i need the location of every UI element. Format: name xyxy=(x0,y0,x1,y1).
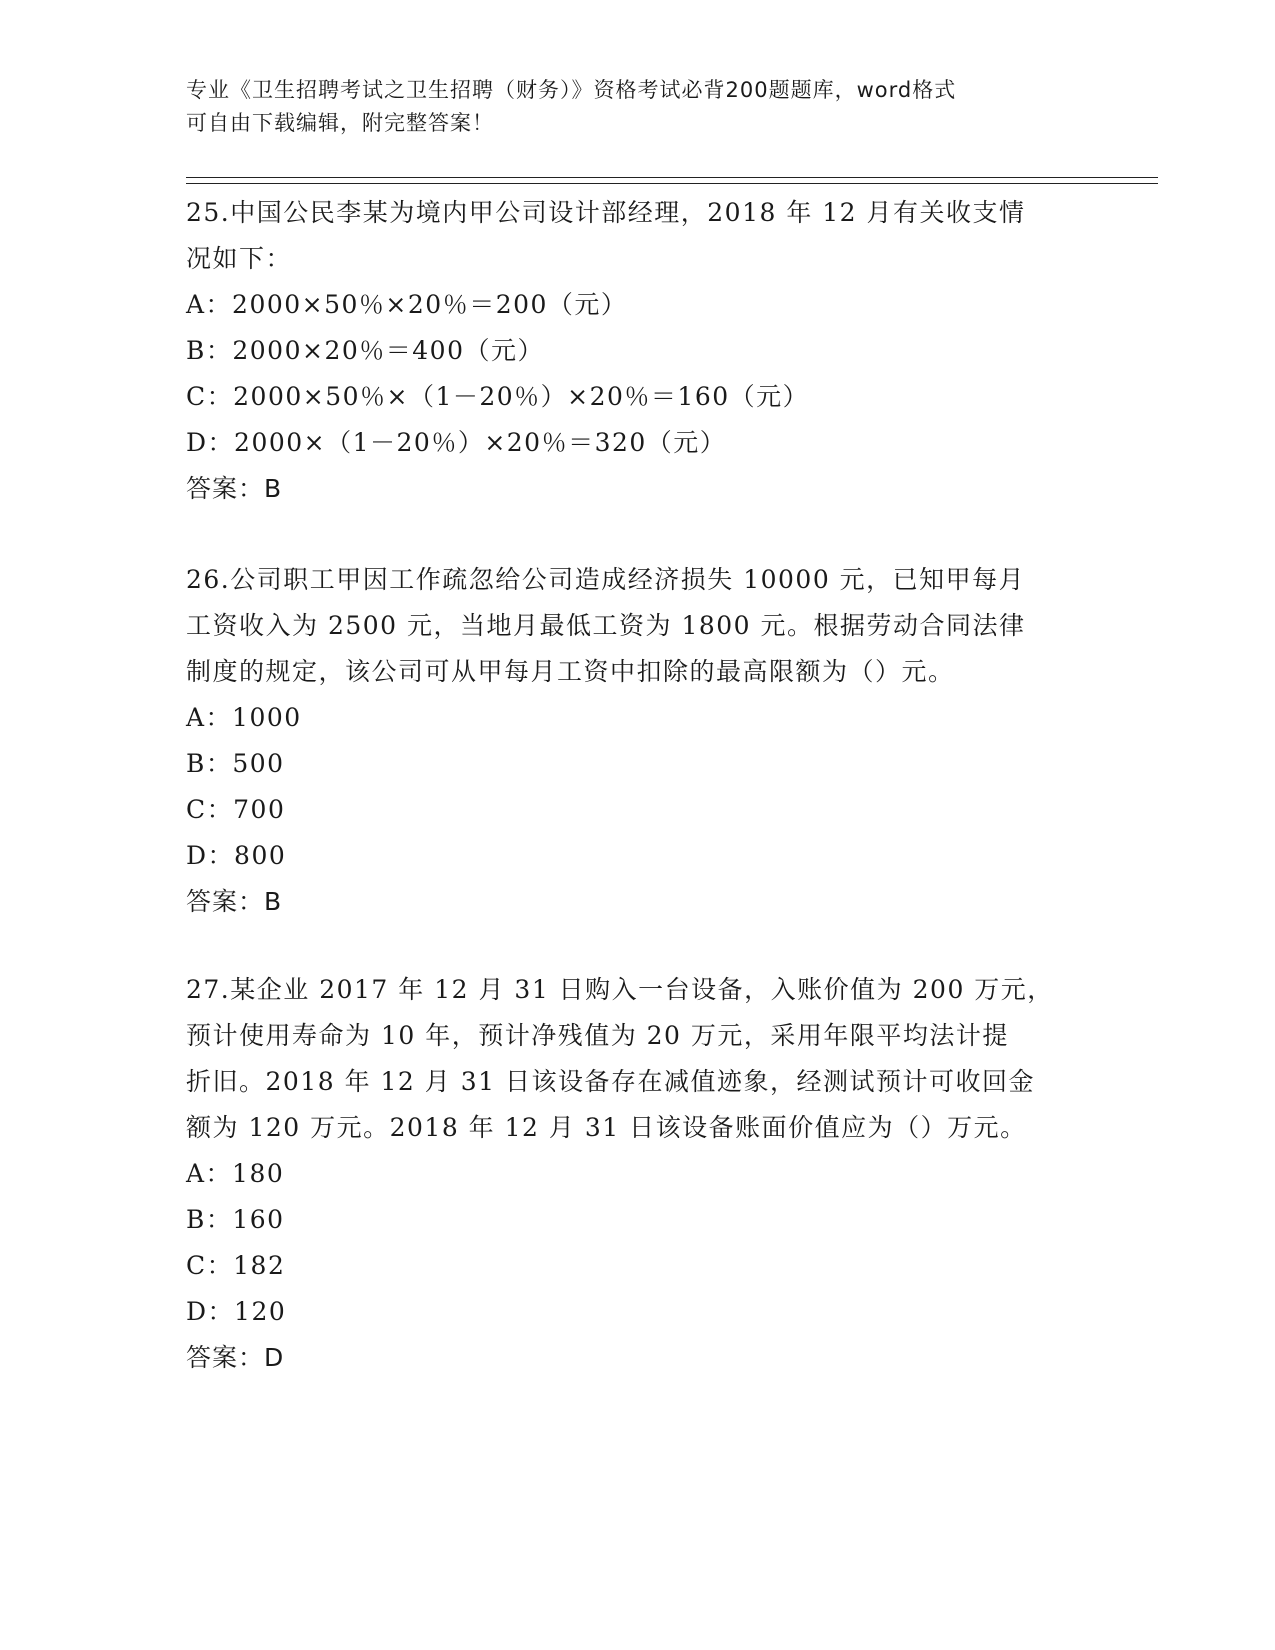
question-stem: 况如下： xyxy=(186,244,293,273)
answer: 答案：B xyxy=(186,887,283,916)
option-c: C：700 xyxy=(186,795,286,824)
document-header xyxy=(186,74,1066,140)
answer: 答案：B xyxy=(186,474,283,503)
option-c: C：2000×50％×（1－20％）×20％＝160（元） xyxy=(186,382,810,411)
question-stem: 26.公司职工甲因工作疏忽给公司造成经济损失 10000 元，已知甲每月 xyxy=(186,565,1026,594)
question-26 xyxy=(186,557,1066,925)
header-line-1: 专业《卫生招聘考试之卫生招聘（财务）》资格考试必背200题题库，word格式 xyxy=(186,78,957,102)
question-stem: 27.某企业 2017 年 12 月 31 日购入一台设备，入账价值为 200 万元， xyxy=(186,975,1054,1004)
question-stem: 25.中国公民李某为境内甲公司设计部经理，2018 年 12 月有关收支情 xyxy=(186,198,1026,227)
question-stem: 折旧。2018 年 12 月 31 日该设备存在减值迹象，经测试预计可收回金 xyxy=(186,1067,1035,1096)
option-a: A：180 xyxy=(186,1159,285,1188)
option-a: A：1000 xyxy=(186,703,302,732)
option-c: C：182 xyxy=(186,1251,286,1280)
question-stem: 制度的规定，该公司可从甲每月工资中扣除的最高限额为（）元。 xyxy=(186,657,955,686)
option-d: D：800 xyxy=(186,841,287,870)
option-b: B：500 xyxy=(186,749,285,778)
question-27 xyxy=(186,967,1066,1381)
question-stem: 额为 120 万元。2018 年 12 月 31 日该设备账面价值应为（）万元。 xyxy=(186,1113,1027,1142)
header-line-2: 可自由下载编辑，附完整答案！ xyxy=(186,111,494,135)
header-divider-top xyxy=(186,177,1158,178)
option-b: B：160 xyxy=(186,1205,285,1234)
answer: 答案：D xyxy=(186,1343,285,1372)
option-d: D：2000×（1－20％）×20％＝320（元） xyxy=(186,428,727,457)
question-stem: 预计使用寿命为 10 年，预计净残值为 20 万元，采用年限平均法计提 xyxy=(186,1021,1009,1050)
option-b: B：2000×20％＝400（元） xyxy=(186,336,544,365)
question-stem: 工资收入为 2500 元，当地月最低工资为 1800 元。根据劳动合同法律 xyxy=(186,611,1026,640)
option-d: D：120 xyxy=(186,1297,287,1326)
header-divider-bottom xyxy=(186,183,1158,184)
question-25 xyxy=(186,190,1066,512)
option-a: A：2000×50％×20％＝200（元） xyxy=(186,290,628,319)
